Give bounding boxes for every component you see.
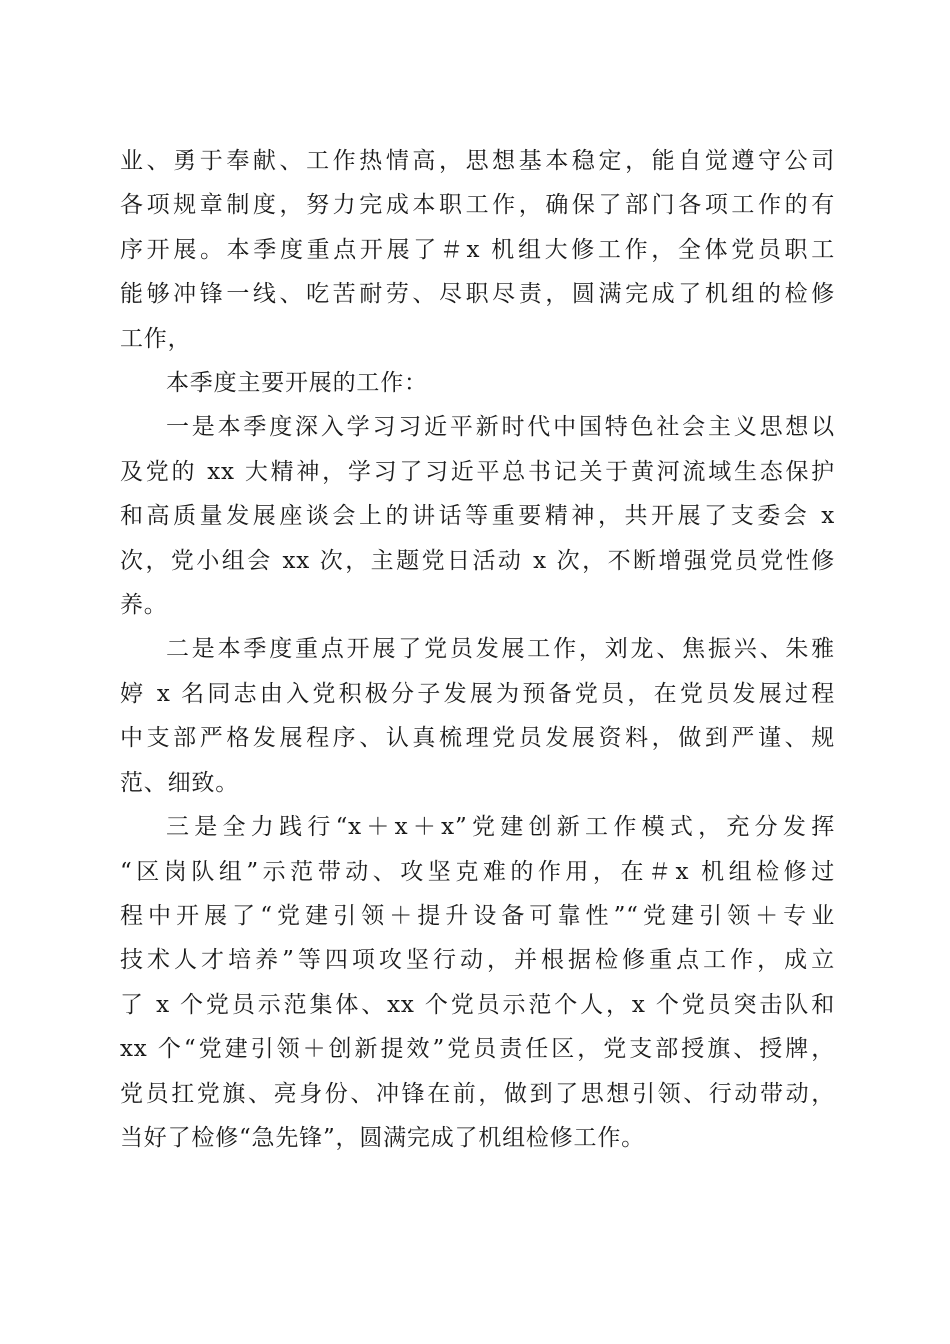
text-line: 本季度主要开展的工作： — [166, 370, 428, 397]
text-line: 技术人才培养”等四项攻坚行动，并根据检修重点工作，成立 — [120, 947, 835, 974]
text-line: 了 x 个党员示范集体、xx 个党员示范个人，x 个党员突击队和 — [120, 991, 835, 1018]
text-line: 程中开展了“党建引领＋提升设备可靠性”“党建引领＋专业 — [120, 902, 835, 929]
text-line: 范、细致。 — [120, 769, 239, 796]
text-line: 业、勇于奉献、工作热情高，思想基本稳定，能自觉遵守公司 — [120, 148, 835, 174]
text-line: xx 个“党建引领＋创新提效”党员责任区，党支部授旗、授牌， — [120, 1036, 835, 1063]
text-line: 中支部严格发展程序、认真梳理党员发展资料，做到严谨、规 — [120, 725, 835, 752]
text-line: 及党的 xx 大精神，学习了习近平总书记关于黄河流域生态保护 — [120, 458, 835, 485]
document-body — [120, 139, 835, 1160]
text-line: 工作， — [120, 325, 192, 352]
paragraph-1 — [120, 139, 835, 361]
text-line: 序开展。本季度重点开展了＃x 机组大修工作，全体党员职工 — [120, 236, 835, 263]
text-line: 党员扛党旗、亮身份、冲锋在前，做到了思想引领、行动带动， — [120, 1080, 835, 1107]
paragraph-5 — [120, 805, 835, 1160]
text-line: 和高质量发展座谈会上的讲话等重要精神，共开展了支委会 x — [120, 503, 835, 530]
text-line: 次，党小组会 xx 次，主题党日活动 x 次，不断增强党员党性修 — [120, 547, 835, 574]
text-line: 三是全力践行“x＋x＋x”党建创新工作模式，充分发挥 — [166, 814, 835, 841]
text-line: 各项规章制度，努力完成本职工作，确保了部门各项工作的有 — [120, 192, 835, 219]
text-line: 能够冲锋一线、吃苦耐劳、尽职尽责，圆满完成了机组的检修 — [120, 281, 835, 308]
paragraph-4 — [120, 627, 835, 805]
paragraph-2 — [120, 361, 835, 405]
paragraph-3 — [120, 405, 835, 627]
text-line: 一是本季度深入学习习近平新时代中国特色社会主义思想以 — [166, 414, 835, 441]
text-line: 养。 — [120, 592, 168, 619]
text-line: 二是本季度重点开展了党员发展工作，刘龙、焦振兴、朱雅 — [166, 636, 835, 663]
text-line: 婷 x 名同志由入党积极分子发展为预备党员，在党员发展过程 — [120, 680, 835, 707]
text-line: “区岗队组”示范带动、攻坚克难的作用，在＃x 机组检修过 — [120, 858, 835, 885]
text-line: 当好了检修“急先锋”，圆满完成了机组检修工作。 — [120, 1124, 645, 1151]
